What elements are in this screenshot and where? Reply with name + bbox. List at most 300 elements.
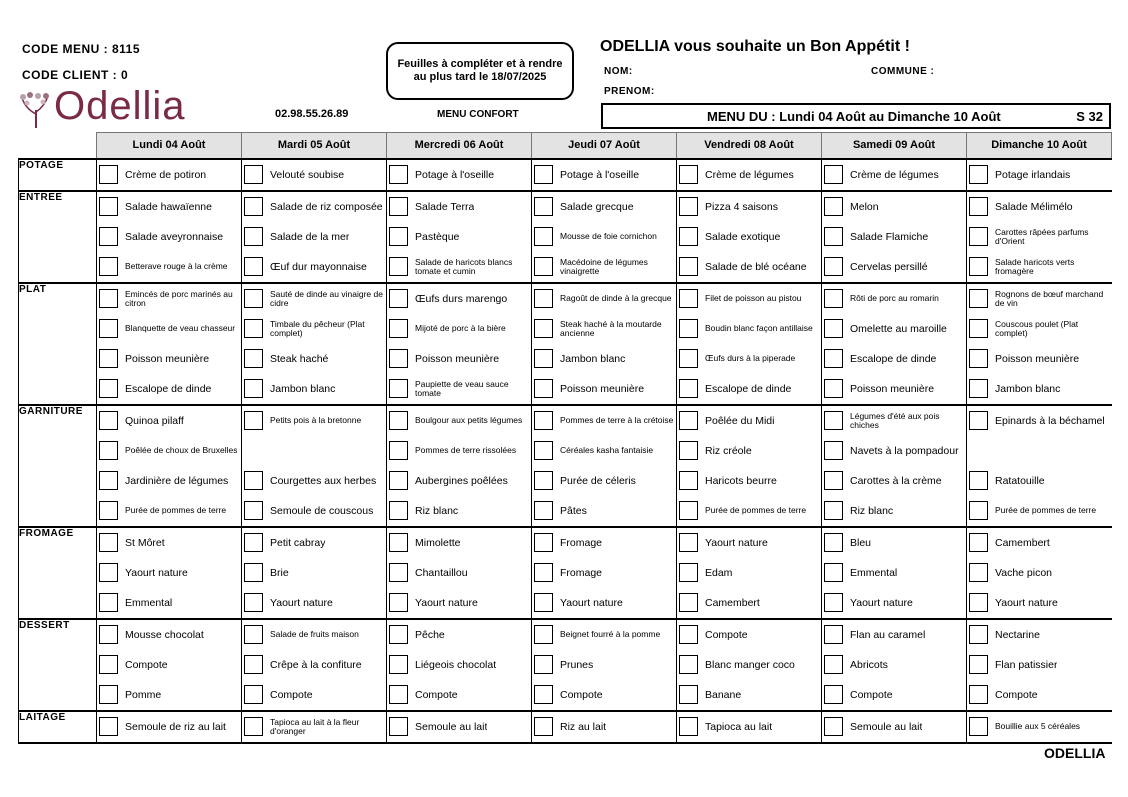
menu-row bbox=[19, 344, 1112, 374]
menu-item bbox=[532, 160, 676, 190]
menu-cell bbox=[97, 527, 242, 558]
menu-item-checkbox[interactable] bbox=[534, 655, 553, 674]
menu-item bbox=[387, 314, 531, 344]
menu-item-checkbox[interactable] bbox=[824, 165, 843, 184]
menu-item bbox=[97, 406, 241, 436]
menu-item-label: Poisson meunière bbox=[995, 353, 1080, 364]
day-header-row bbox=[19, 133, 1112, 159]
menu-item-checkbox[interactable] bbox=[679, 625, 698, 644]
menu-item-checkbox[interactable] bbox=[99, 289, 118, 308]
menu-item-checkbox[interactable] bbox=[244, 319, 263, 338]
menu-item-label: Emincés de porc marinés au citron bbox=[125, 289, 233, 308]
menu-item-checkbox[interactable] bbox=[824, 411, 843, 430]
menu-item-checkbox[interactable] bbox=[99, 227, 118, 246]
menu-item-checkbox[interactable] bbox=[244, 227, 263, 246]
day-header: Vendredi 08 Août bbox=[677, 133, 822, 159]
menu-item-label: Mousse de foie cornichon bbox=[560, 232, 657, 241]
menu-item bbox=[967, 680, 1112, 710]
menu-item-checkbox[interactable] bbox=[534, 257, 553, 276]
menu-item-checkbox[interactable] bbox=[824, 441, 843, 460]
menu-item bbox=[97, 620, 241, 650]
menu-item-checkbox[interactable] bbox=[824, 471, 843, 490]
menu-item-checkbox[interactable] bbox=[389, 685, 408, 704]
menu-item-checkbox[interactable] bbox=[244, 257, 263, 276]
menu-cell bbox=[967, 344, 1112, 374]
menu-item-checkbox[interactable] bbox=[534, 319, 553, 338]
menu-item bbox=[532, 558, 676, 588]
menu-item-checkbox[interactable] bbox=[969, 655, 988, 674]
menu-item bbox=[822, 650, 966, 680]
menu-item-checkbox[interactable] bbox=[969, 165, 988, 184]
menu-item-checkbox[interactable] bbox=[824, 197, 843, 216]
menu-cell bbox=[387, 650, 532, 680]
menu-cell bbox=[387, 466, 532, 496]
menu-item bbox=[97, 558, 241, 588]
menu-item-checkbox[interactable] bbox=[99, 563, 118, 582]
menu-cell bbox=[677, 496, 822, 527]
menu-item bbox=[242, 374, 386, 404]
menu-item-label: Purée de pommes de terre bbox=[125, 506, 227, 515]
menu-item-checkbox[interactable] bbox=[99, 533, 118, 552]
menu-item bbox=[677, 712, 821, 742]
menu-item-checkbox[interactable] bbox=[534, 501, 553, 520]
menu-cell bbox=[97, 191, 242, 222]
menu-item-checkbox[interactable] bbox=[824, 717, 843, 736]
menu-item-checkbox[interactable] bbox=[534, 441, 553, 460]
menu-item-label: Salade de blé océane bbox=[705, 261, 807, 272]
menu-item-checkbox[interactable] bbox=[99, 717, 118, 736]
menu-item-checkbox[interactable] bbox=[824, 257, 843, 276]
menu-item-checkbox[interactable] bbox=[679, 593, 698, 612]
menu-cell bbox=[822, 466, 967, 496]
menu-cell bbox=[97, 680, 242, 711]
menu-item-checkbox[interactable] bbox=[534, 165, 553, 184]
menu-row bbox=[19, 222, 1112, 252]
menu-item-label: Courgettes aux herbes bbox=[270, 475, 377, 486]
day-header: Mardi 05 Août bbox=[242, 133, 387, 159]
menu-item-label: Purée de céleris bbox=[560, 475, 636, 486]
menu-item-checkbox[interactable] bbox=[389, 563, 408, 582]
menu-item-checkbox[interactable] bbox=[824, 319, 843, 338]
menu-cell bbox=[242, 159, 387, 191]
menu-item bbox=[242, 192, 386, 222]
menu-item-checkbox[interactable] bbox=[244, 593, 263, 612]
menu-item bbox=[242, 620, 386, 650]
menu-grid bbox=[18, 132, 1112, 744]
menu-item-checkbox[interactable] bbox=[389, 227, 408, 246]
menu-item-checkbox[interactable] bbox=[679, 197, 698, 216]
menu-item-label: Epinards à la béchamel bbox=[995, 415, 1105, 426]
menu-item-checkbox[interactable] bbox=[679, 289, 698, 308]
section-label: LAITAGE bbox=[19, 711, 97, 743]
menu-row bbox=[19, 436, 1112, 466]
menu-item-checkbox[interactable] bbox=[679, 165, 698, 184]
menu-item-checkbox[interactable] bbox=[534, 289, 553, 308]
menu-item-checkbox[interactable] bbox=[99, 471, 118, 490]
menu-cell bbox=[967, 650, 1112, 680]
menu-cell bbox=[822, 314, 967, 344]
menu-item-checkbox[interactable] bbox=[389, 441, 408, 460]
menu-item-checkbox[interactable] bbox=[99, 685, 118, 704]
menu-item-checkbox[interactable] bbox=[244, 289, 263, 308]
menu-item-checkbox[interactable] bbox=[99, 593, 118, 612]
menu-item-label: Céréales kasha fantaisie bbox=[560, 446, 654, 455]
menu-item-checkbox[interactable] bbox=[244, 471, 263, 490]
menu-item-label: Nectarine bbox=[995, 629, 1040, 640]
menu-cell bbox=[967, 527, 1112, 558]
menu-cell bbox=[242, 191, 387, 222]
menu-item-checkbox[interactable] bbox=[679, 563, 698, 582]
menu-item bbox=[532, 192, 676, 222]
menu-cell bbox=[677, 650, 822, 680]
menu-cell bbox=[97, 283, 242, 314]
menu-item-checkbox[interactable] bbox=[244, 533, 263, 552]
menu-item-checkbox[interactable] bbox=[679, 349, 698, 368]
menu-row bbox=[19, 527, 1112, 558]
menu-item-checkbox[interactable] bbox=[534, 685, 553, 704]
menu-item-label: Yaourt nature bbox=[415, 597, 478, 608]
menu-item-checkbox[interactable] bbox=[244, 717, 263, 736]
menu-item-checkbox[interactable] bbox=[824, 655, 843, 674]
menu-item-label: Poisson meunière bbox=[415, 353, 500, 364]
menu-item-checkbox[interactable] bbox=[244, 563, 263, 582]
menu-item-label: Potage à l'oseille bbox=[560, 169, 640, 180]
menu-item bbox=[242, 712, 386, 742]
menu-item bbox=[967, 620, 1112, 650]
menu-cell bbox=[967, 588, 1112, 619]
menu-item-label: Boudin blanc façon antillaise bbox=[705, 324, 813, 333]
menu-item-checkbox[interactable] bbox=[99, 349, 118, 368]
menu-item-label: Semoule au lait bbox=[850, 721, 923, 732]
menu-item-label: Carottes râpées parfums d'Orient bbox=[995, 227, 1089, 246]
menu-item-checkbox[interactable] bbox=[534, 349, 553, 368]
menu-item-checkbox[interactable] bbox=[534, 411, 553, 430]
menu-cell bbox=[822, 436, 967, 466]
menu-item-checkbox[interactable] bbox=[534, 227, 553, 246]
menu-item-checkbox[interactable] bbox=[244, 501, 263, 520]
menu-item-checkbox[interactable] bbox=[244, 411, 263, 430]
menu-item bbox=[387, 466, 531, 496]
menu-item-checkbox[interactable] bbox=[99, 655, 118, 674]
menu-item-label: Poêlée de choux de Bruxelles bbox=[125, 446, 238, 455]
menu-item bbox=[822, 314, 966, 344]
menu-item-label: Pommes de terre rissolées bbox=[415, 446, 517, 455]
menu-item bbox=[242, 222, 386, 252]
menu-item-checkbox[interactable] bbox=[679, 227, 698, 246]
menu-item-label: Salade hawaïenne bbox=[125, 201, 212, 212]
menu-item-checkbox[interactable] bbox=[969, 227, 988, 246]
menu-item bbox=[967, 252, 1112, 282]
menu-row bbox=[19, 558, 1112, 588]
menu-cell bbox=[822, 588, 967, 619]
menu-item bbox=[387, 344, 531, 374]
menu-item-checkbox[interactable] bbox=[679, 717, 698, 736]
menu-item-label: Légumes d'été aux pois chiches bbox=[850, 411, 940, 430]
menu-row bbox=[19, 314, 1112, 344]
prenom-label: PRENOM: bbox=[604, 86, 655, 97]
menu-item-checkbox[interactable] bbox=[969, 471, 988, 490]
menu-item-label: Compote bbox=[560, 689, 603, 700]
menu-item bbox=[242, 406, 386, 436]
menu-item-checkbox[interactable] bbox=[389, 655, 408, 674]
menu-item-checkbox[interactable] bbox=[824, 349, 843, 368]
menu-cell bbox=[97, 436, 242, 466]
menu-item bbox=[532, 588, 676, 618]
menu-cell bbox=[532, 314, 677, 344]
menu-item-checkbox[interactable] bbox=[389, 197, 408, 216]
menu-item-checkbox[interactable] bbox=[534, 593, 553, 612]
menu-cell bbox=[387, 344, 532, 374]
menu-item-checkbox[interactable] bbox=[969, 563, 988, 582]
menu-item-checkbox[interactable] bbox=[969, 685, 988, 704]
menu-cell bbox=[677, 252, 822, 283]
menu-item-checkbox[interactable] bbox=[534, 379, 553, 398]
menu-cell bbox=[97, 159, 242, 191]
section-label: DESSERT bbox=[19, 619, 97, 711]
menu-item bbox=[967, 650, 1112, 680]
corner-cell bbox=[19, 133, 97, 159]
menu-cell bbox=[532, 191, 677, 222]
menu-item-label: Poêlée du Midi bbox=[705, 415, 775, 426]
menu-item-checkbox[interactable] bbox=[969, 411, 988, 430]
menu-cell bbox=[677, 159, 822, 191]
menu-item-checkbox[interactable] bbox=[824, 593, 843, 612]
menu-item bbox=[532, 314, 676, 344]
menu-cell bbox=[677, 436, 822, 466]
menu-item bbox=[532, 222, 676, 252]
menu-item-checkbox[interactable] bbox=[389, 349, 408, 368]
menu-item-label: Pastèque bbox=[415, 231, 460, 242]
menu-item-checkbox[interactable] bbox=[679, 411, 698, 430]
menu-item-checkbox[interactable] bbox=[824, 625, 843, 644]
menu-item bbox=[97, 680, 241, 710]
menu-item-checkbox[interactable] bbox=[969, 197, 988, 216]
menu-item-checkbox[interactable] bbox=[99, 257, 118, 276]
menu-cell bbox=[677, 558, 822, 588]
menu-cell bbox=[97, 374, 242, 405]
menu-cell bbox=[677, 711, 822, 743]
menu-item-label: Riz au lait bbox=[560, 721, 607, 732]
menu-item bbox=[822, 588, 966, 618]
menu-item-checkbox[interactable] bbox=[679, 379, 698, 398]
menu-item-checkbox[interactable] bbox=[969, 625, 988, 644]
menu-cell bbox=[822, 527, 967, 558]
menu-item-checkbox[interactable] bbox=[679, 441, 698, 460]
menu-item-label: Fromage bbox=[560, 567, 603, 578]
menu-item-checkbox[interactable] bbox=[824, 533, 843, 552]
menu-cell bbox=[822, 711, 967, 743]
menu-item-checkbox[interactable] bbox=[679, 655, 698, 674]
week-number: S 32 bbox=[1076, 109, 1103, 124]
menu-cell bbox=[97, 466, 242, 496]
menu-item bbox=[387, 222, 531, 252]
menu-item-checkbox[interactable] bbox=[244, 685, 263, 704]
menu-item-checkbox[interactable] bbox=[969, 289, 988, 308]
menu-item-checkbox[interactable] bbox=[244, 379, 263, 398]
menu-cell bbox=[677, 588, 822, 619]
menu-item-checkbox[interactable] bbox=[244, 625, 263, 644]
menu-item-checkbox[interactable] bbox=[679, 685, 698, 704]
menu-period-box bbox=[601, 103, 1111, 129]
menu-item bbox=[532, 712, 676, 742]
menu-cell bbox=[822, 283, 967, 314]
menu-item-label: Salade aveyronnaise bbox=[125, 231, 224, 242]
menu-cell bbox=[387, 159, 532, 191]
menu-item-checkbox[interactable] bbox=[969, 319, 988, 338]
menu-cell bbox=[532, 466, 677, 496]
menu-item-checkbox[interactable] bbox=[244, 349, 263, 368]
menu-item-checkbox[interactable] bbox=[244, 165, 263, 184]
menu-cell bbox=[387, 314, 532, 344]
menu-item-label: Steak haché à la moutarde ancienne bbox=[560, 319, 662, 338]
menu-item-checkbox[interactable] bbox=[534, 717, 553, 736]
menu-cell bbox=[532, 436, 677, 466]
menu-item-label: Poisson meunière bbox=[850, 383, 935, 394]
menu-item bbox=[532, 284, 676, 314]
menu-item-checkbox[interactable] bbox=[389, 165, 408, 184]
menu-item-label: Compote bbox=[850, 689, 893, 700]
menu-item bbox=[822, 406, 966, 436]
menu-cell bbox=[242, 650, 387, 680]
menu-item-checkbox[interactable] bbox=[389, 533, 408, 552]
menu-item-checkbox[interactable] bbox=[389, 625, 408, 644]
menu-item-checkbox[interactable] bbox=[389, 319, 408, 338]
menu-item-label: Beignet fourré à la pomme bbox=[560, 630, 661, 639]
menu-item-label: Escalope de dinde bbox=[125, 383, 212, 394]
menu-item bbox=[822, 284, 966, 314]
menu-cell bbox=[387, 252, 532, 283]
menu-item bbox=[97, 222, 241, 252]
menu-cell bbox=[532, 374, 677, 405]
menu-item-label: Rôti de porc au romarin bbox=[850, 294, 939, 303]
menu-item-checkbox[interactable] bbox=[969, 533, 988, 552]
menu-item-label: Salade de haricots blancs tomate et cumin bbox=[415, 257, 513, 276]
menu-item-checkbox[interactable] bbox=[99, 625, 118, 644]
menu-item-checkbox[interactable] bbox=[969, 257, 988, 276]
menu-item-checkbox[interactable] bbox=[679, 319, 698, 338]
menu-item-checkbox[interactable] bbox=[389, 501, 408, 520]
menu-item-checkbox[interactable] bbox=[969, 593, 988, 612]
menu-item-checkbox[interactable] bbox=[969, 349, 988, 368]
menu-item-checkbox[interactable] bbox=[824, 685, 843, 704]
menu-item-checkbox[interactable] bbox=[389, 379, 408, 398]
menu-item-checkbox[interactable] bbox=[99, 379, 118, 398]
menu-item-label: Haricots beurre bbox=[705, 475, 777, 486]
menu-item-checkbox[interactable] bbox=[679, 533, 698, 552]
menu-item bbox=[242, 528, 386, 558]
menu-item-label: Sauté de dinde au vinaigre de cidre bbox=[270, 289, 383, 308]
menu-item-checkbox[interactable] bbox=[969, 717, 988, 736]
menu-item-checkbox[interactable] bbox=[389, 411, 408, 430]
menu-item-label: Crème de légumes bbox=[705, 169, 794, 180]
menu-item bbox=[677, 192, 821, 222]
menu-item-checkbox[interactable] bbox=[99, 197, 118, 216]
menu-cell bbox=[967, 436, 1112, 466]
menu-item-checkbox[interactable] bbox=[534, 563, 553, 582]
menu-item bbox=[97, 284, 241, 314]
menu-item-checkbox[interactable] bbox=[389, 289, 408, 308]
menu-item-label: Mousse chocolat bbox=[125, 629, 204, 640]
menu-item-checkbox[interactable] bbox=[99, 165, 118, 184]
menu-item-checkbox[interactable] bbox=[969, 379, 988, 398]
menu-item bbox=[967, 528, 1112, 558]
menu-item-checkbox[interactable] bbox=[824, 563, 843, 582]
menu-cell bbox=[97, 222, 242, 252]
menu-item-checkbox[interactable] bbox=[534, 471, 553, 490]
menu-item bbox=[242, 680, 386, 710]
menu-item-checkbox[interactable] bbox=[534, 197, 553, 216]
menu-item-label: Rognons de bœuf marchand de vin bbox=[995, 289, 1104, 308]
menu-item-checkbox[interactable] bbox=[244, 197, 263, 216]
menu-item-checkbox[interactable] bbox=[389, 471, 408, 490]
menu-item bbox=[242, 252, 386, 282]
menu-item-label: Carottes à la crème bbox=[850, 475, 942, 486]
menu-cell bbox=[822, 405, 967, 436]
menu-cell bbox=[532, 619, 677, 650]
menu-cell bbox=[967, 711, 1112, 743]
menu-item-checkbox[interactable] bbox=[99, 411, 118, 430]
menu-item-checkbox[interactable] bbox=[824, 501, 843, 520]
menu-item-label: Œufs durs à la piperade bbox=[705, 354, 796, 363]
menu-item-checkbox[interactable] bbox=[389, 257, 408, 276]
menu-item-checkbox[interactable] bbox=[969, 501, 988, 520]
menu-item-checkbox[interactable] bbox=[99, 441, 118, 460]
menu-cell bbox=[677, 191, 822, 222]
menu-item-checkbox[interactable] bbox=[99, 501, 118, 520]
menu-item-checkbox[interactable] bbox=[99, 319, 118, 338]
phone-number: 02.98.55.26.89 bbox=[275, 108, 349, 120]
menu-cell bbox=[967, 191, 1112, 222]
menu-item-checkbox[interactable] bbox=[679, 471, 698, 490]
menu-item-checkbox[interactable] bbox=[389, 593, 408, 612]
menu-item-checkbox[interactable] bbox=[534, 625, 553, 644]
menu-item-checkbox[interactable] bbox=[824, 227, 843, 246]
menu-item-label: Flan patissier bbox=[995, 659, 1058, 670]
menu-cell bbox=[532, 711, 677, 743]
menu-item bbox=[387, 712, 531, 742]
menu-item bbox=[677, 558, 821, 588]
menu-row bbox=[19, 374, 1112, 405]
menu-cell bbox=[822, 222, 967, 252]
menu-item-label: Salade de la mer bbox=[270, 231, 350, 242]
menu-item-checkbox[interactable] bbox=[824, 289, 843, 308]
menu-item-checkbox[interactable] bbox=[389, 717, 408, 736]
menu-cell bbox=[677, 527, 822, 558]
menu-item-checkbox[interactable] bbox=[244, 655, 263, 674]
menu-item-checkbox[interactable] bbox=[534, 533, 553, 552]
menu-cell bbox=[967, 374, 1112, 405]
menu-item-label: Edam bbox=[705, 567, 733, 578]
menu-item bbox=[967, 344, 1112, 374]
menu-item-label: Riz blanc bbox=[415, 505, 459, 516]
menu-item-label: Banane bbox=[705, 689, 742, 700]
menu-item-checkbox[interactable] bbox=[679, 501, 698, 520]
menu-item-checkbox[interactable] bbox=[824, 379, 843, 398]
menu-item bbox=[677, 528, 821, 558]
day-header: Lundi 04 Août bbox=[97, 133, 242, 159]
menu-item bbox=[242, 466, 386, 496]
menu-item-label: Riz créole bbox=[705, 445, 752, 456]
menu-row bbox=[19, 252, 1112, 283]
menu-cell bbox=[532, 405, 677, 436]
menu-item-label: Petit cabray bbox=[270, 537, 326, 548]
menu-item bbox=[967, 466, 1112, 496]
menu-item-label: Bleu bbox=[850, 537, 872, 548]
menu-item-checkbox[interactable] bbox=[679, 257, 698, 276]
menu-item-label: Salade grecque bbox=[560, 201, 634, 212]
menu-cell bbox=[677, 222, 822, 252]
menu-item bbox=[532, 374, 676, 404]
